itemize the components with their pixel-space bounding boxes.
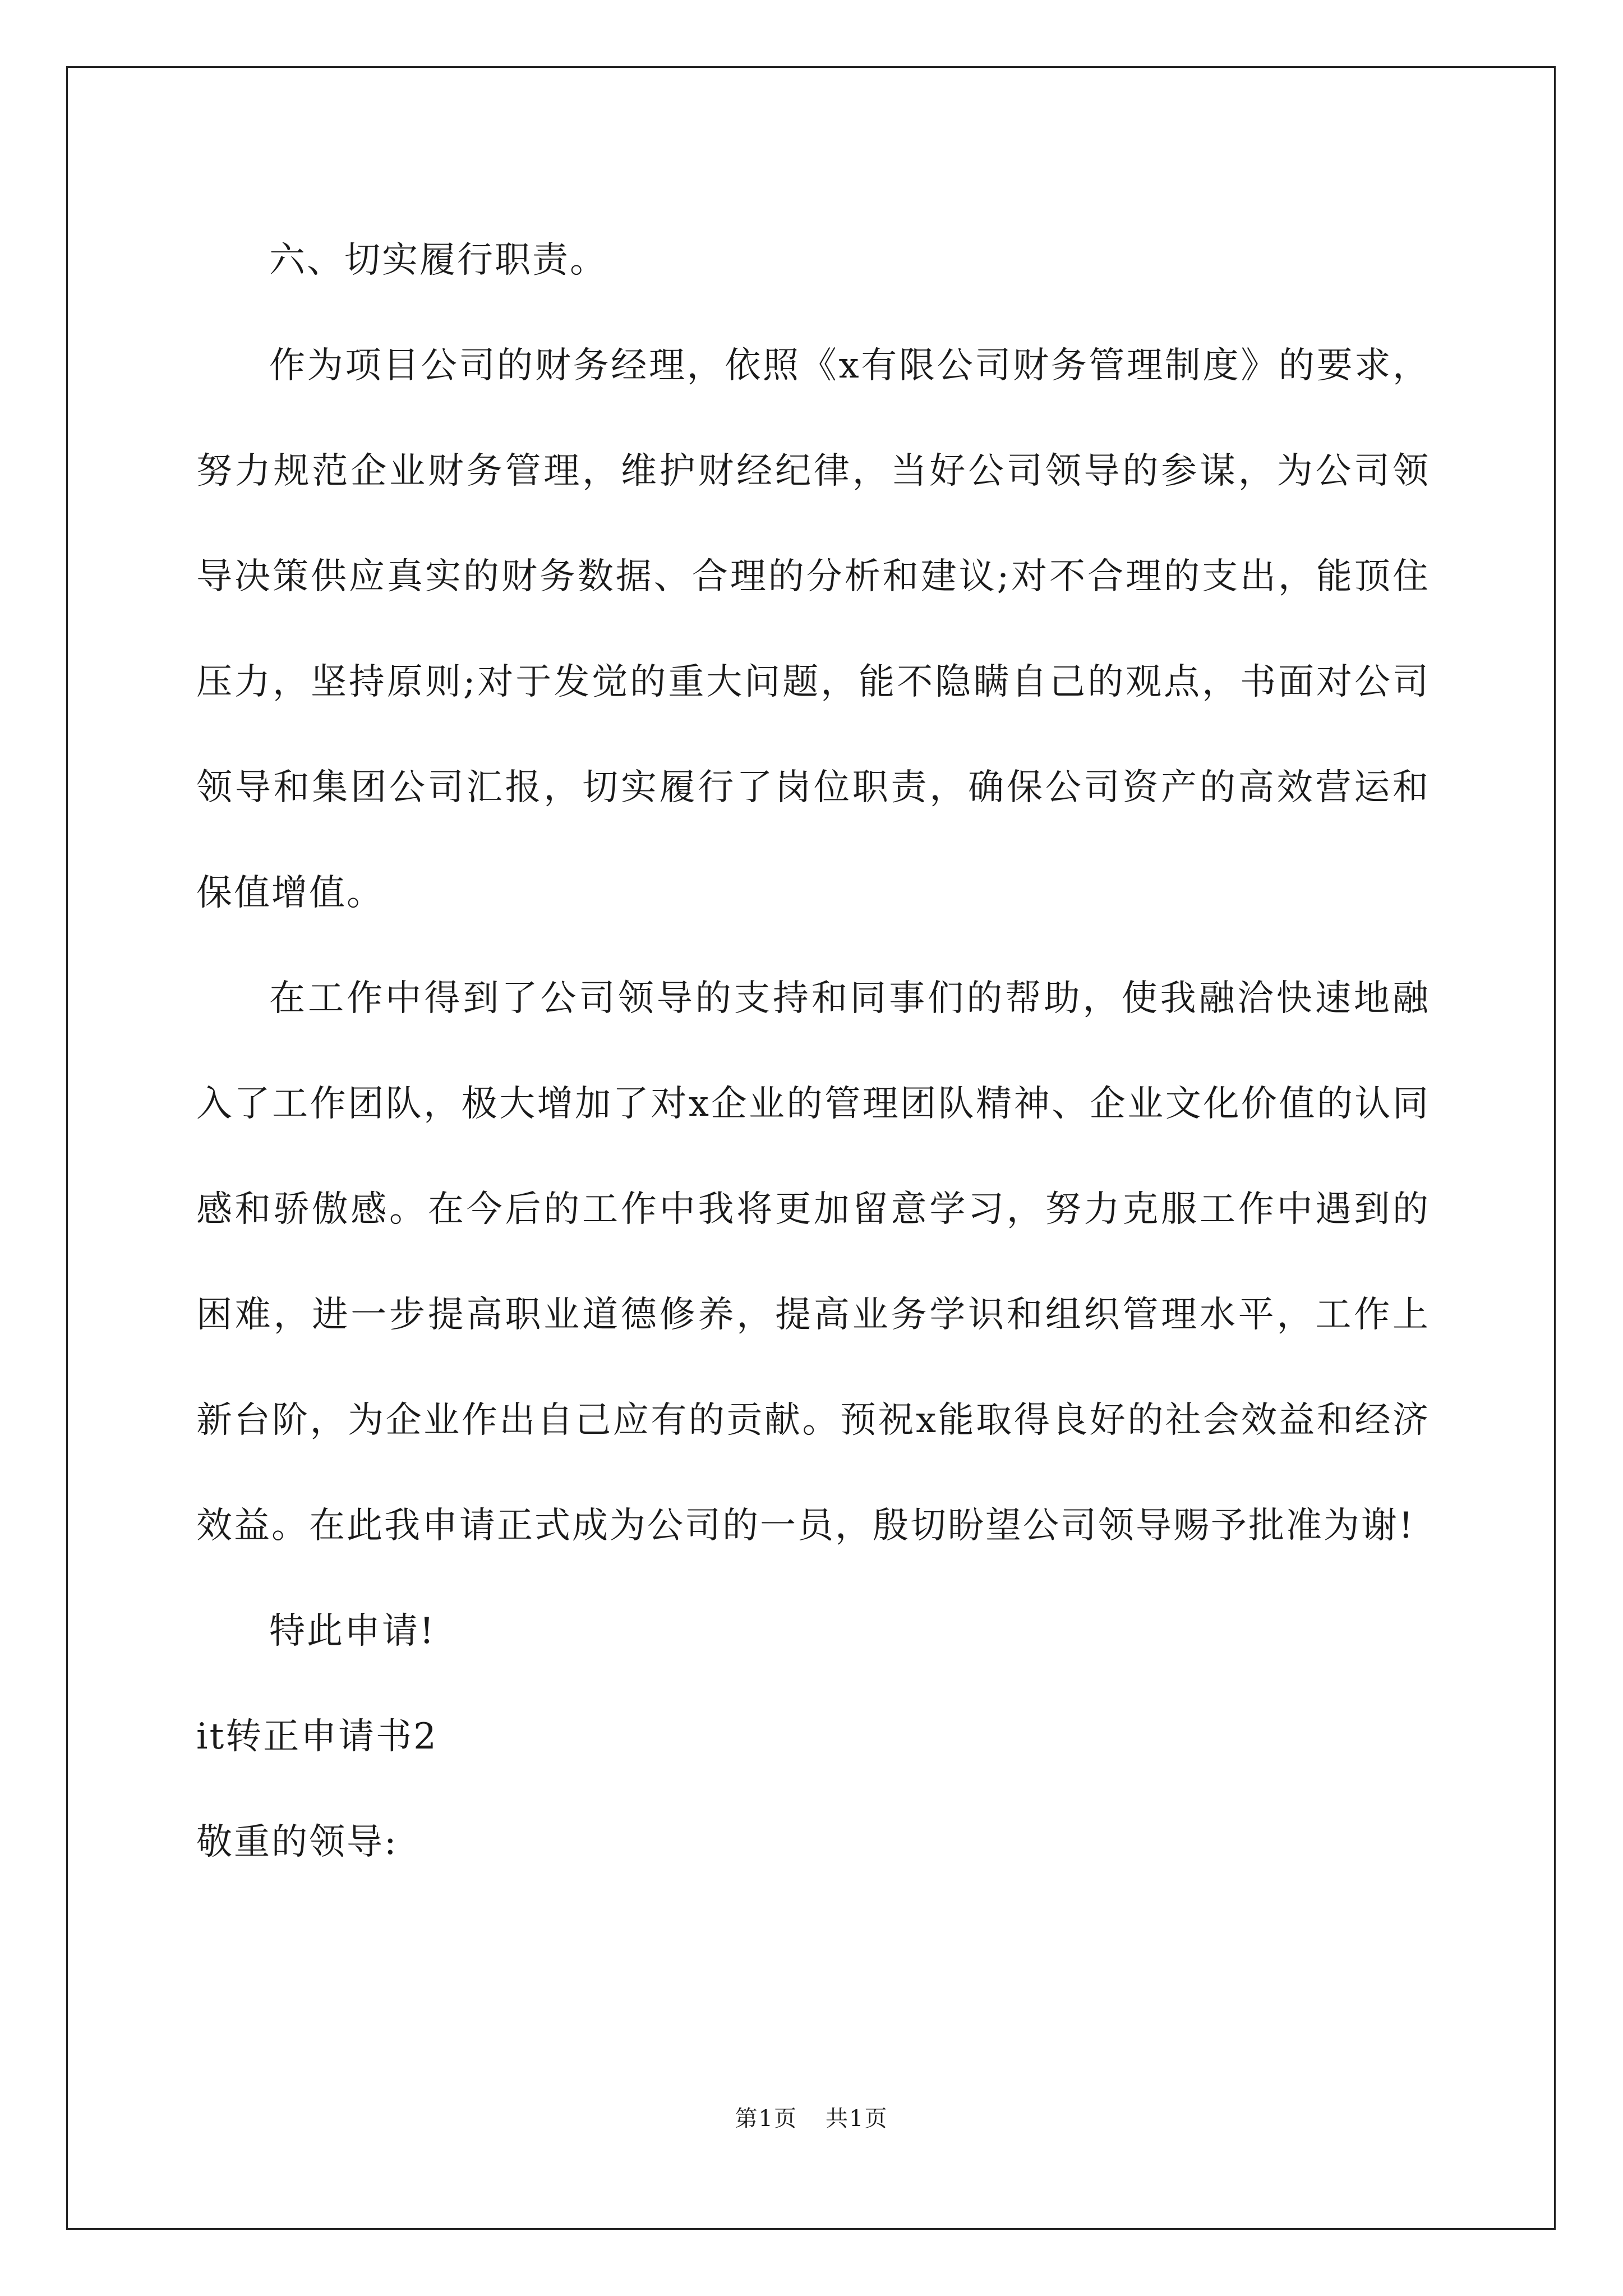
page-number: 第1页 (735, 2106, 797, 2132)
document-body (196, 208, 1430, 1895)
body-paragraph: 作为项目公司的财务经理，依照《x有限公司财务管理制度》的要求，努力规范企业财务管理，维护财经纪律，当好公司领导的参谋，为公司领导决策供应真实的财务数据、合理的分析和建议;对不合理的支出，能顶住压力，坚持原则;对于发觉的重大问题，能不隐瞒自己的观点，书面对公司领导和集团公司汇报，切实履行了岗位职责，确保公司资产的高效营运和保值增值。 (196, 345, 1430, 914)
body-paragraph: 在工作中得到了公司领导的支持和同事们的帮助，使我融洽快速地融入了工作团队，极大增加了对x企业的管理团队精神、企业文化价值的认同感和骄傲感。在今后的工作中我将更加留意学习，努力克服工作中遇到的困难，进一步提高职业道德修养，提高业务学识和组织管理水平，工作上新台阶，为企业作出自己应有的贡献。预祝x能取得良好的社会效益和经济效益。在此我申请正式成为公司的一员，殷切盼望公司领导赐予批准为谢! (196, 978, 1430, 1547)
closing-line: 特此申请! (269, 1611, 436, 1652)
section-heading: 六、切实履行职责。 (269, 240, 607, 281)
page-total: 共1页 (826, 2106, 888, 2132)
salutation: 敬重的领导: (196, 1821, 398, 1863)
page-footer (0, 2105, 1623, 2133)
document-title: it转正申请书2 (196, 1716, 438, 1757)
